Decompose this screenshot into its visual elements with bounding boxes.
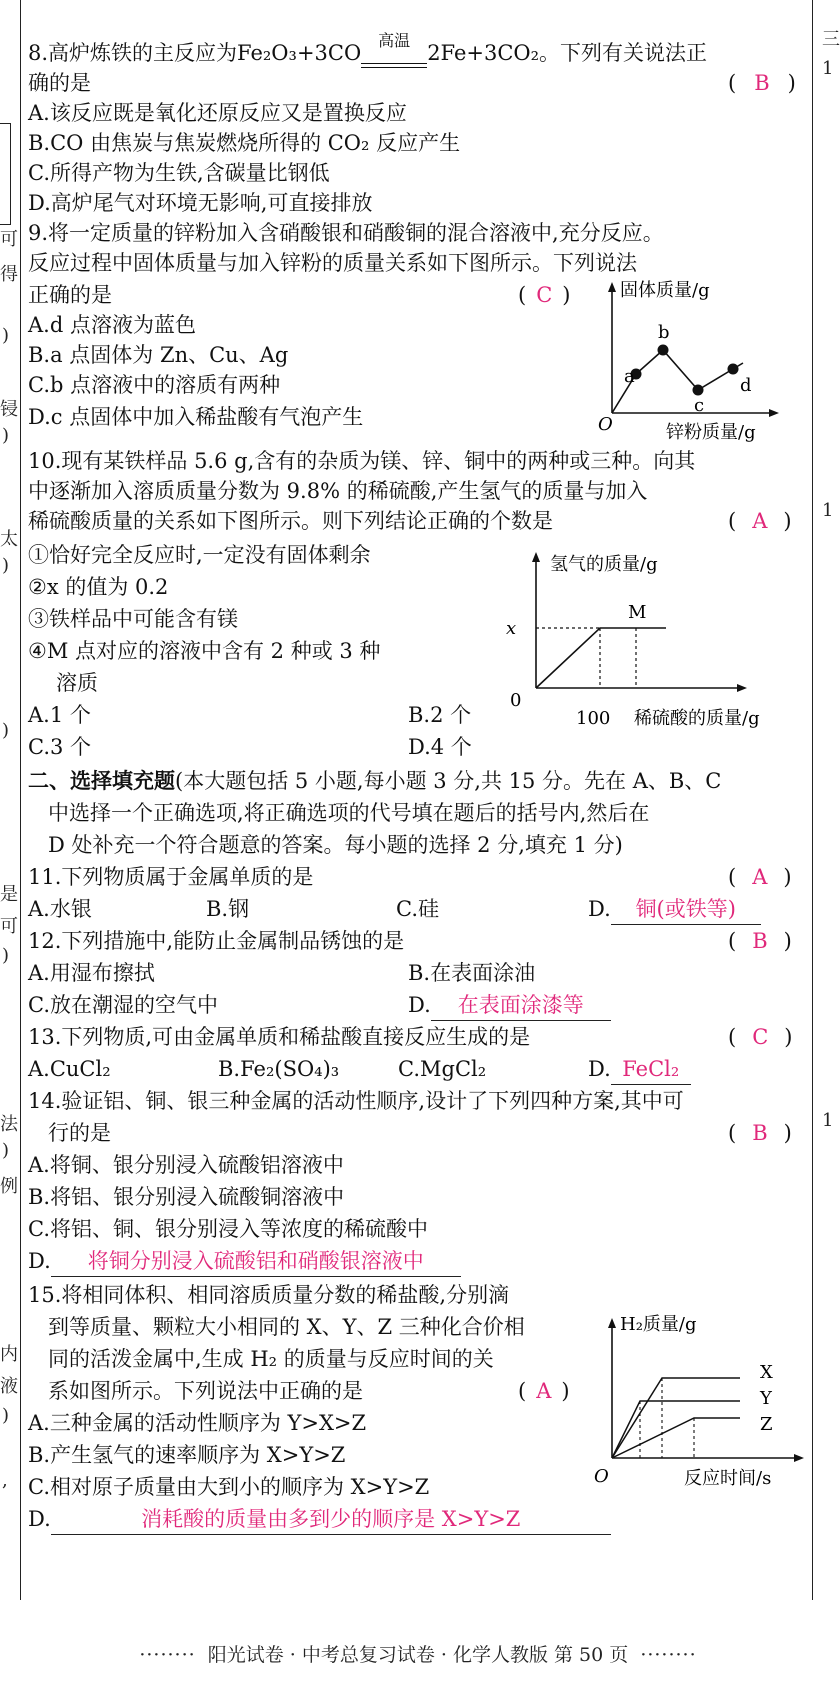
q12-stem: 12.下列措施中,能防止金属制品锈蚀的是 [28, 929, 405, 953]
q9-label-b: b [658, 322, 670, 343]
q11-answer-value: A [752, 865, 768, 889]
q14-option: C.将铝、铜、银分别浸入等浓度的稀硫酸中 [28, 1217, 428, 1241]
margin-fragment: 是 [0, 884, 18, 905]
q12-fill: 在表面涂漆等 [431, 990, 611, 1021]
section2-title: 二、选择填充题 [28, 768, 175, 793]
section2-desc: (本大题包括 5 小题,每小题 3 分,共 15 分。先在 A、B、C [175, 769, 722, 793]
q9-stem: 9.将一定质量的锌粉加入含硝酸银和硝酸铜的混合溶液中,充分反应。 [28, 221, 664, 245]
q11-fill: 铜(或铁等) [611, 894, 761, 925]
q15-ylabel: H₂质量/g [620, 1314, 697, 1335]
q8-option: B.CO 由焦炭与焦炭燃烧所得的 CO₂ 反应产生 [28, 131, 461, 155]
margin-fragment: 例 [0, 1176, 18, 1197]
q13-option-d [588, 1054, 691, 1085]
q15-y-arrow [608, 1318, 616, 1328]
q11-answer: ( A ) [728, 865, 792, 889]
q10-option: C.3 个 [28, 735, 92, 759]
q12-option: A.用湿布擦拭 [28, 961, 155, 985]
q8-answer-value: B [754, 71, 770, 95]
q11-option-d [588, 894, 761, 925]
q9-option: A.d 点溶液为蓝色 [28, 313, 196, 337]
margin-fragment: ) [2, 555, 10, 576]
q8-condition: 高温 [378, 31, 411, 50]
q10-stem: 中逐渐加入溶质质量分数为 9.8% 的稀硫酸,产生氢气的质量与加入 [28, 479, 648, 503]
margin-fragment: 可 [0, 916, 18, 937]
section2-desc: 中选择一个正确选项,将正确选项的代号填在题后的括号内,然后在 [48, 801, 650, 825]
q15-option: B.产生氢气的速率顺序为 X>Y>Z [28, 1443, 346, 1467]
q10-xlabel: 稀硫酸的质量/g [634, 708, 760, 729]
q11-d-label: D. [588, 897, 611, 921]
margin-fragment: ) [2, 425, 10, 446]
q8-condition-arrow [361, 31, 427, 68]
q9-y-arrow [608, 282, 616, 292]
margin-fragment: ) [2, 945, 10, 966]
q8-answer: ( B ) [728, 71, 796, 95]
q12-option-d [408, 990, 611, 1021]
q10-y-arrow [532, 552, 540, 562]
margin-fragment: 1 [822, 58, 834, 79]
q8-stem [28, 31, 708, 68]
margin-fragment: ) [2, 1140, 10, 1161]
q13-answer: ( C ) [728, 1025, 793, 1049]
right-binding-line [812, 0, 813, 1600]
q12-answer: ( B ) [728, 929, 792, 953]
margin-fragment: 可 [0, 229, 18, 250]
margin-fragment: 锓 [0, 399, 18, 420]
q15-option: C.相对原子质量由大到小的顺序为 X>Y>Z [28, 1475, 430, 1499]
footer-dots: ········ [139, 1644, 196, 1666]
q15-label-x: X [760, 1362, 773, 1383]
q10-stem: 10.现有某铁样品 5.6 g,含有的杂质为镁、锌、铜中的两种或三种。向其 [28, 449, 696, 473]
q15-answer: ( A ) [518, 1379, 570, 1403]
q11-option: C.硅 [396, 897, 439, 921]
q14-stem: 14.验证铝、铜、银三种金属的活动性顺序,设计了下列四种方案,其中可 [28, 1089, 684, 1113]
left-binding-line [20, 0, 21, 1600]
margin-fragment: 内 [0, 1344, 18, 1365]
q12-answer-value: B [752, 929, 768, 953]
q15-label-y: Y [760, 1388, 772, 1409]
q9-origin: O [598, 414, 613, 435]
q15-graph [594, 1306, 808, 1506]
q9-point-c [693, 385, 704, 396]
q14-stem: 行的是 [48, 1121, 111, 1145]
q8-stem-c: 确的是 [28, 71, 91, 95]
q9-option: D.c 点固体中加入稀盐酸有气泡产生 [28, 405, 364, 429]
q13-option: B.Fe₂(SO₄)₃ [218, 1057, 340, 1081]
margin-fragment: 1 [822, 500, 834, 521]
q15-stem: 15.将相同体积、相同溶质质量分数的稀盐酸,分别滴 [28, 1283, 510, 1307]
q15-stem: 同的活泼金属中,生成 H₂ 的质量与反应时间的关 [48, 1347, 494, 1371]
q13-answer-value: C [752, 1025, 769, 1049]
q10-option: A.1 个 [28, 703, 91, 727]
q12-option: C.放在潮湿的空气中 [28, 993, 218, 1017]
q10-answer: ( A ) [728, 509, 792, 533]
q15-label-z: Z [760, 1414, 773, 1435]
left-margin-box [0, 123, 11, 225]
q14-answer-value: B [752, 1121, 768, 1145]
q10-statement: ①恰好完全反应时,一定没有固体剩余 [28, 543, 371, 567]
q12-option: B.在表面涂油 [408, 961, 536, 985]
q9-label-a: a [624, 366, 635, 387]
q10-graph [506, 538, 808, 738]
q10-statement: ③铁样品中可能含有镁 [28, 607, 238, 631]
q14-d-label: D. [28, 1249, 51, 1273]
q15-stem: 到等质量、颗粒大小相同的 X、Y、Z 三种化合价相 [48, 1315, 525, 1339]
q10-stem: 稀硫酸质量的关系如下图所示。则下列结论正确的个数是 [28, 509, 553, 533]
margin-fragment: 液 [0, 1376, 18, 1397]
q15-series-z [612, 1418, 740, 1458]
q8-option: A.该反应既是氧化还原反应又是置换反应 [28, 101, 407, 125]
q13-option: C.MgCl₂ [398, 1057, 487, 1081]
q11-option: B.钢 [206, 897, 250, 921]
q9-answer: ( C ) [518, 283, 571, 307]
q14-option: B.将铝、银分别浸入硫酸铜溶液中 [28, 1185, 345, 1209]
q10-curve [536, 628, 666, 688]
q11-option: A.水银 [28, 897, 92, 921]
q9-stem: 正确的是 [28, 283, 112, 307]
q10-ylabel: 氢气的质量/g [550, 554, 658, 575]
q9-point-d [728, 364, 739, 375]
q13-fill: FeCl₂ [611, 1054, 691, 1085]
q9-stem: 反应过程中固体质量与加入锌粉的质量关系如下图所示。下列说法 [28, 251, 637, 275]
q10-answer-value: A [752, 509, 768, 533]
margin-fragment: ) [2, 325, 10, 346]
q15-option: A.三种金属的活动性顺序为 Y>X>Z [28, 1411, 367, 1435]
q10-origin: 0 [510, 690, 522, 711]
q14-option: A.将铜、银分别浸入硫酸铝溶液中 [28, 1153, 344, 1177]
q8-option: C.所得产物为生铁,含碳量比钢低 [28, 161, 330, 185]
q13-option: A.CuCl₂ [28, 1057, 111, 1081]
q9-option: C.b 点溶液中的溶质有两种 [28, 373, 281, 397]
margin-fragment: ) [2, 1405, 10, 1426]
q10-statement: 溶质 [56, 671, 98, 695]
q9-point-b [658, 345, 669, 356]
q9-label-d: d [740, 375, 752, 396]
q8-stem-b: 2Fe+3CO₂。下列有关说法正 [427, 41, 708, 65]
q15-stem: 系如图所示。下列说法中正确的是 [48, 1379, 363, 1403]
q15-xlabel: 反应时间/s [684, 1468, 772, 1489]
q15-option-d [28, 1504, 611, 1535]
q8-stem-a: 8.高炉炼铁的主反应为Fe₂O₃+3CO [28, 41, 362, 65]
footer-dots: ········ [640, 1644, 697, 1666]
q10-statement: ②x 的值为 0.2 [28, 575, 169, 599]
q10-x-arrow [737, 684, 747, 692]
margin-fragment: 1 [822, 1110, 834, 1131]
q8-option: D.高炉尾气对环境无影响,可直接排放 [28, 191, 373, 215]
section2-intro [28, 766, 721, 796]
q9-option: B.a 点固体为 Zn、Cu、Ag [28, 343, 289, 367]
q13-d-label: D. [588, 1057, 611, 1081]
section2-desc: D 处补充一个符合题意的答案。每小题的选择 2 分,填充 1 分) [48, 833, 623, 857]
q10-option: B.2 个 [408, 703, 472, 727]
q9-ylabel: 固体质量/g [620, 280, 710, 301]
q15-x-arrow [794, 1454, 804, 1462]
q14-option-d [28, 1246, 461, 1277]
margin-fragment: , [2, 1470, 8, 1491]
q12-d-label: D. [408, 993, 431, 1017]
q10-point-label: M [628, 602, 647, 623]
q10-ytick: x [506, 618, 517, 639]
page-footer [0, 1640, 836, 1667]
q9-graph [568, 278, 808, 448]
q15-fill: 消耗酸的质量由多到少的顺序是 X>Y>Z [51, 1504, 611, 1535]
q15-origin: O [594, 1466, 609, 1487]
q9-x-arrow [769, 409, 779, 417]
q13-stem: 13.下列物质,可由金属单质和稀盐酸直接反应生成的是 [28, 1025, 531, 1049]
q9-answer-value: C [536, 283, 553, 307]
q14-answer: ( B ) [728, 1121, 792, 1145]
q14-fill: 将铜分别浸入硫酸铝和硝酸银溶液中 [51, 1246, 461, 1277]
margin-fragment: 得 [0, 264, 18, 285]
q9-xlabel: 锌粉质量/g [666, 422, 756, 443]
q10-statement: ④M 点对应的溶液中含有 2 种或 3 种 [28, 639, 381, 663]
margin-fragment: 三 [822, 29, 840, 50]
q9-label-c: c [694, 395, 705, 416]
q10-option: D.4 个 [408, 735, 472, 759]
q11-stem: 11.下列物质属于金属单质的是 [28, 865, 314, 889]
margin-fragment: ) [2, 720, 10, 741]
q15-d-label: D. [28, 1507, 51, 1531]
margin-fragment: 太 [0, 529, 18, 550]
q15-answer-value: A [536, 1379, 552, 1403]
margin-fragment: 法 [0, 1114, 18, 1135]
q10-xtick: 100 [576, 708, 611, 729]
footer-text: 阳光试卷 · 中考总复习试卷 · 化学人教版 第 50 页 [207, 1644, 629, 1666]
